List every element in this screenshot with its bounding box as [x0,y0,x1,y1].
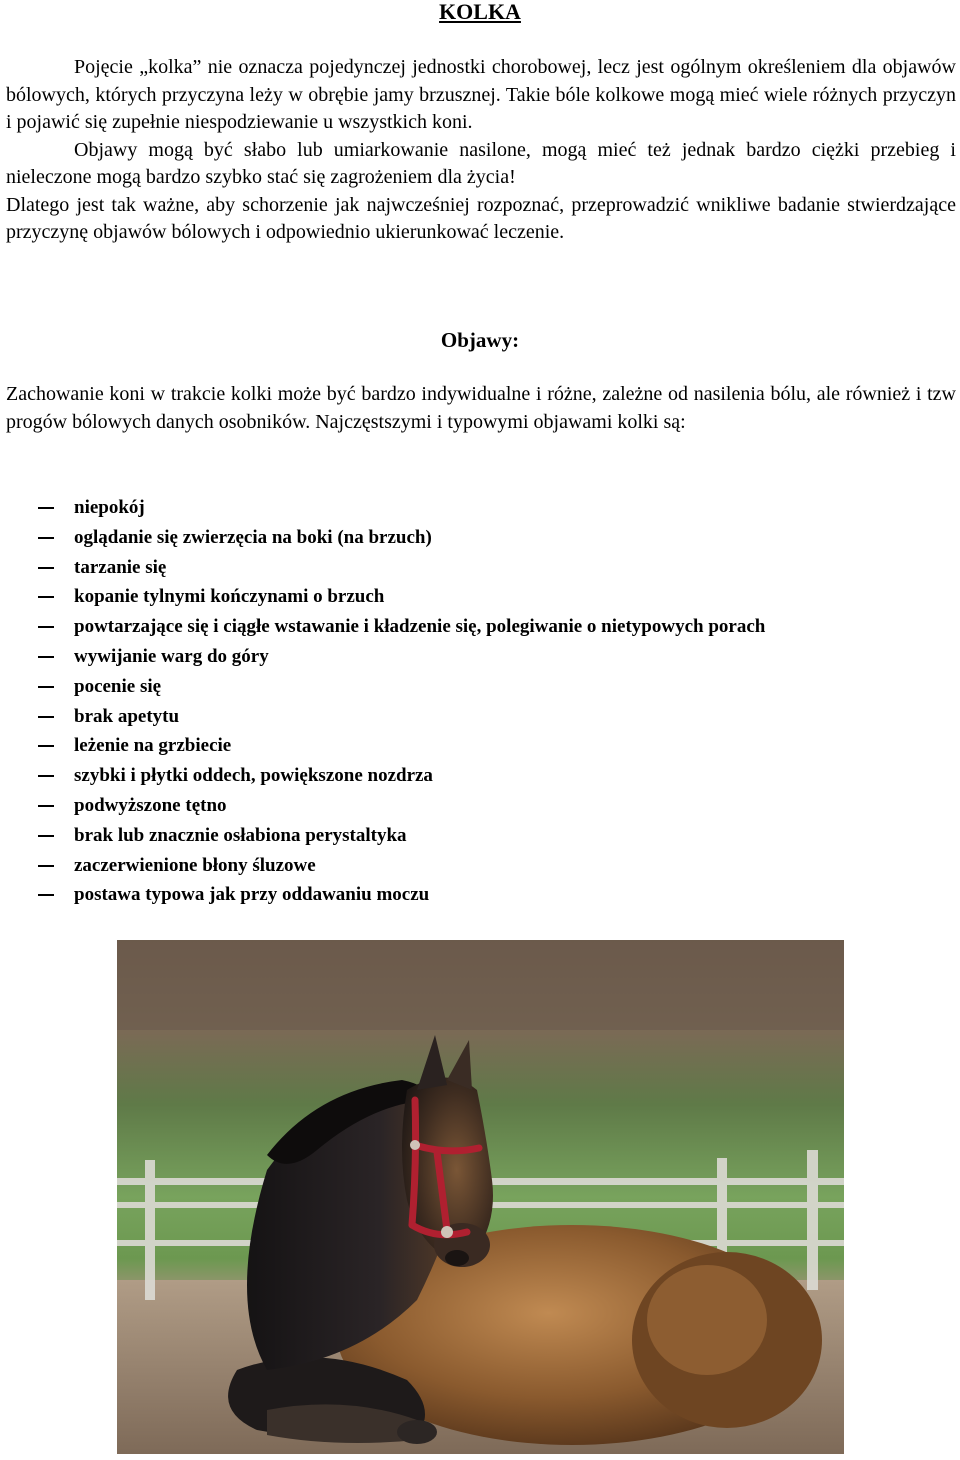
list-item [38,791,948,821]
list-item [38,880,948,910]
symptom-text: kopanie tylnymi kończynami o brzuch [74,586,385,608]
list-item [38,821,948,851]
list-item [38,493,948,523]
intro-paragraph-2: Objawy mogą być słabo lub umiarkowanie nasilone, mogą mieć też jednak bardzo ciężki przebieg i nieleczone mogą bardzo szybko stać się zagrożeniem dla życia! [6,138,956,188]
symptom-text: wywijanie warg do góry [74,645,269,667]
symptom-text: niepokój [74,497,145,518]
symptom-text: oglądanie się zwierzęcia na boki (na brzuch) [74,526,432,548]
symptom-text: leżenie na grzbiecie [74,735,232,757]
symptom-text: pocenie się [74,675,162,697]
dash-bullet-icon [38,775,54,777]
dash-bullet-icon [38,656,54,658]
symptom-text: szybki i płytki oddech, powiększone nozdrza [74,765,433,787]
list-item [38,672,948,702]
list-item [38,702,948,732]
symptom-text: zaczerwienione błony śluzowe [74,854,316,876]
dash-bullet-icon [38,567,54,569]
intro-paragraph-1: Pojęcie „kolka” nie oznacza pojedynczej jednostki chorobowej, lecz jest ogólnym określeniem dla objawów bólowych, których przyczyna leży w obrębie jamy brzusznej. Takie bóle kolkowe mogą mieć wiele różnych przyczyn i pojawić się zupełnie niespodziewanie u wszystkich koni. [6,56,956,133]
dash-bullet-icon [38,716,54,718]
symptoms-heading: Objawy: [440,328,520,352]
list-item [38,761,948,791]
symptom-text: brak lub znacznie osłabiona perystaltyka [74,824,407,846]
symptom-text: podwyższone tętno [74,794,227,816]
dash-bullet-icon [38,865,54,867]
symptom-text: postawa typowa jak przy oddawaniu moczu [74,884,430,906]
list-item [38,642,948,672]
symptom-text: brak apetytu [74,705,180,727]
dash-bullet-icon [38,835,54,837]
dash-bullet-icon [38,507,54,509]
list-item [38,731,948,761]
horse-photo [117,940,844,1454]
horse-lying-illustration [117,940,844,1454]
dash-bullet-icon [38,894,54,896]
list-item [38,553,948,583]
intro-paragraph-3: Dlatego jest tak ważne, aby schorzenie jak najwcześniej rozpoznać, przeprowadzić wnikliwe badanie stwierdzające przyczynę objawów bólowych i odpowiednio ukierunkować leczenie. [6,193,956,243]
list-item [38,851,948,881]
dash-bullet-icon [38,626,54,628]
dash-bullet-icon [38,686,54,688]
symptom-text: tarzanie się [74,556,167,578]
dash-bullet-icon [38,805,54,807]
list-item [38,582,948,612]
dash-bullet-icon [38,596,54,598]
symptom-list [38,493,948,910]
dash-bullet-icon [38,745,54,747]
document-title: KOLKA [439,0,521,24]
symptom-text: powtarzające się i ciągłe wstawanie i kładzenie się, polegiwanie o nietypowych porach [74,616,766,638]
list-item [38,612,948,642]
intro-section [6,54,956,247]
dash-bullet-icon [38,537,54,539]
behavior-paragraph: Zachowanie koni w trakcie kolki może być bardzo indywidualne i różne, zależne od nasilenia bólu, ale również i tzw progów bólowych danych osobników. Najczęstszymi i typowymi objawami kolki są: [6,383,956,433]
list-item [38,523,948,553]
